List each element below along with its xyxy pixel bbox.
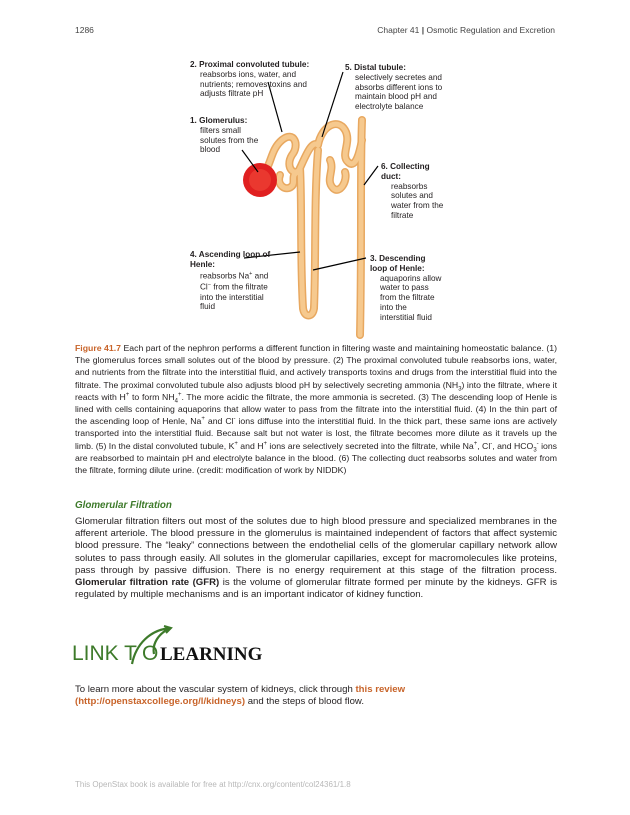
section-heading: Glomerular Filtration <box>75 500 172 511</box>
nephron-figure <box>0 0 630 340</box>
figure-label: Figure 41.7 <box>75 343 121 353</box>
footer-notice: This OpenStax book is available for free at http://cnx.org/content/col24361/1.8 <box>75 780 351 789</box>
link-to-learning-text: To learn more about the vascular system of kidneys, click through this review (http://openstaxcollege.org/l/kidneys) and the steps of blood flow. <box>75 684 406 708</box>
label-ascending-loop: 4. Ascending loop of Henle: reabsorbs Na+ and Cl− from the filtrate into the interstitial fluid <box>190 250 271 312</box>
section-body: Glomerular filtration filters out most of the solutes due to high blood pressure and specialized membranes in the afferent arteriole. The blood pressure in the glomerulus is maintained independent of factors that affect systemic blood pressure. The “leaky” connections between the endothelial cells of the glomerular capillary network allow solutes to pass through easily. All solutes in the glomerular capillaries, except for macromolecules like proteins, pass through by passive diffusion. There is no energy requirement at this stage of the filtration process. Glomerular filtration rate (GFR) is the volume of glomerular filtrate formed per minute by the kidneys. GFR is regulated by multiple mechanisms and is an important indicator of kidney function. <box>75 516 557 601</box>
label-distal-tubule: 5. Distal tubule: selectively secretes and absorbs different ions to maintain blood pH and electrolyte balance <box>345 63 443 112</box>
label-glomerulus: 1. Glomerulus: filters small solutes from the blood <box>190 116 259 155</box>
chapter-number: Chapter 41 <box>377 25 420 35</box>
logo-o-text: O <box>142 642 159 665</box>
logo-link-text: LINK T <box>72 642 137 665</box>
figure-caption: Figure 41.7 Each part of the nephron performs a different function in filtering waste and maintaining homeostatic balance. (1) The glomerulus forces small solutes out of the blood by pressure. (2) The proximal convoluted tubule reabsorbs ions, water, and nutrients from the filtrate into the interstitial fluid, and actively transports toxins and drugs from the interstitial fluid into the filtrate. The proximal convoluted tubule also adjusts blood pH by selectively secreting ammonia $(NH_3)$ into the filtrate, where it reacts with H+ to form $NH_4^+$. The more acidic the filtrate, the more ammonia is secreted. (3) The descending loop of Henle is lined with cells containing aquaporins that allow water to pass from the filtrate into the interstitial fluid. (4) In the thin part of the ascending loop of Henle, Na+ and Cl- ions diffuse into the interstitial fluid. In the thick part, these same ions are actively transported into the interstitial fluid. Because salt but not water is lost, the filtrate becomes more dilute as it travels up the limb. (5) In the distal convoluted tubule, K+ and H+ ions are selectively secreted into the filtrate, while Na+, Cl-, and $HCO_3^-$ ions are reabsorbed to maintain pH and electrolyte balance in the blood. (6) The collecting duct reabsorbs solutes and water from the filtrate, forming dilute urine. (credit: modification of work by NIDDK) <box>75 343 558 476</box>
page-number: 1286 <box>75 25 94 35</box>
label-collecting-duct: 6. Collecting duct: reabsorbs solutes and water from the filtrate <box>381 162 444 220</box>
label-descending-loop: 3. Descending loop of Henle: aquaporins allow water to pass from the filtrate into the interstitial fluid <box>370 254 442 322</box>
collecting-leader <box>364 166 378 185</box>
link-to-learning-logo <box>72 622 262 672</box>
chapter-separator: | <box>421 25 425 35</box>
review-link[interactable]: this review (http://openstaxcollege.org/l/kidneys) <box>75 684 406 708</box>
logo-learning-text: LEARNING <box>160 644 262 665</box>
key-term: Glomerular filtration rate (GFR) <box>75 577 220 589</box>
chapter-title: Osmotic Regulation and Excretion <box>426 25 555 35</box>
label-proximal-tubule: 2. Proximal convoluted tubule: reabsorbs ions, water, and nutrients; removes toxins and adjusts filtrate pH <box>190 60 310 99</box>
